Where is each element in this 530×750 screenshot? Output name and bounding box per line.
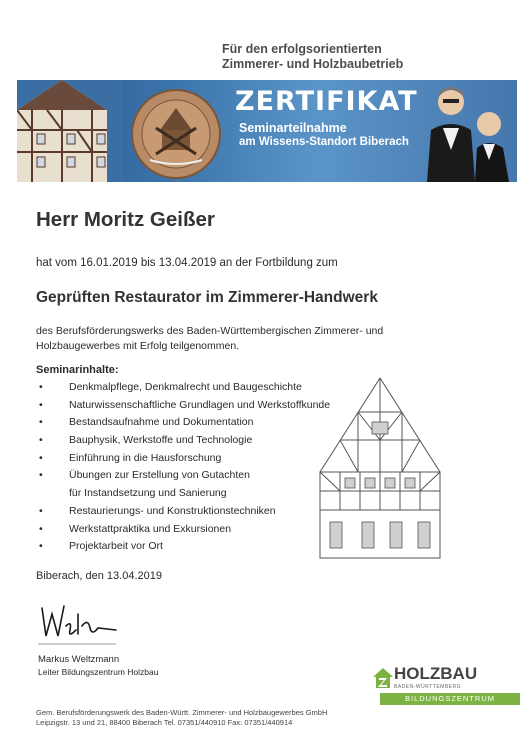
topic-text: Einführung in die Hausforschung (69, 451, 222, 464)
topic-text: Restaurierungs- und Konstruktionstechniken (69, 504, 276, 517)
bullet-icon: • (39, 434, 43, 447)
topic-item (36, 432, 330, 450)
signer-role: Leiter Bildungszentrum Holzbau (38, 667, 159, 677)
half-timbered-building-image (17, 80, 122, 182)
tagline-line-2: Zimmerer- und Holzbaubetrieb (222, 57, 404, 71)
bullet-icon: • (39, 469, 43, 482)
bullet-icon: • (39, 540, 43, 553)
topic-item (36, 503, 330, 521)
place-date: Biberach, den 13.04.2019 (36, 570, 162, 582)
bullet-icon: • (39, 398, 43, 411)
signer-name: Markus Weltzmann (38, 654, 120, 665)
topic-text: für Instandsetzung und Sanierung (69, 487, 227, 500)
course-title: Geprüften Restaurator im Zimmerer-Handwerk (36, 289, 378, 306)
house-drawing (318, 376, 442, 560)
bullet-icon: • (39, 504, 43, 517)
topic-item (36, 521, 330, 539)
banner-subtitle-1: Seminarteilnahme (239, 121, 347, 135)
footer-line-2: Leipzigstr. 13 und 21, 88400 Biberach Tel. 07351/440910 Fax: 07351/440914 (36, 718, 293, 727)
logo-subtitle: BADEN-WÜRTTEMBERG (394, 684, 462, 690)
topic-item (36, 397, 330, 415)
certificate-banner (17, 80, 517, 182)
bullet-icon: • (39, 381, 43, 393)
topic-item (36, 538, 330, 556)
topic-text: Naturwissenschaftliche Grundlagen und Werkstoffkunde (69, 398, 331, 411)
topic-text: Werkstattpraktika und Exkursionen (69, 522, 232, 535)
holzbau-logo (372, 665, 520, 713)
topic-text: Bauphysik, Werkstoffe und Technologie (69, 434, 253, 447)
topic-continuation (36, 485, 330, 503)
bullet-icon: • (39, 522, 43, 535)
course-dates-text: hat vom 16.01.2019 bis 13.04.2019 an der Fortbildung zum (36, 257, 338, 269)
banner-subtitle-2: am Wissens-Standort Biberach (239, 136, 409, 148)
guild-seal-image (130, 88, 222, 180)
topic-text: Übungen zur Erstellung von Gutachten (69, 469, 250, 482)
logo-brand: HOLZBAU (394, 664, 478, 683)
topics-heading: Seminarinhalte: (36, 364, 119, 376)
topic-item (36, 467, 330, 485)
carpenters-photo (417, 80, 517, 182)
footer-line-1: Gem. Berufsförderungswerk des Baden-Württ. Zimmerer- und Holzbaugewerbes GmbH (36, 708, 328, 717)
topics-list (36, 379, 330, 556)
logo-bar: BILDUNGSZENTRUM (380, 693, 520, 705)
topic-text: Bestandsaufnahme und Dokumentation (69, 416, 254, 429)
bullet-icon: • (39, 416, 43, 429)
signature-image (38, 600, 118, 648)
topic-item (36, 450, 330, 468)
topic-item (36, 379, 330, 397)
topic-item (36, 414, 330, 432)
recipient-name: Herr Moritz Geißer (36, 208, 215, 231)
topic-text: Denkmalpflege, Denkmalrecht und Baugeschichte (69, 381, 302, 393)
holzbau-house-icon (372, 667, 394, 689)
footer (36, 708, 366, 728)
topic-text: Projektarbeit vor Ort (69, 540, 163, 553)
certificate-title: ZERTIFIKAT (235, 86, 418, 117)
completion-paragraph: des Berufsförderungswerks des Baden-Württembergischen Zimmerer- und Holzbaugewerbes mit Erfolg teilgenommen. (36, 325, 384, 352)
bullet-icon: • (39, 451, 43, 464)
tagline (222, 42, 522, 72)
tagline-line-1: Für den erfolgsorientierten (222, 42, 382, 56)
